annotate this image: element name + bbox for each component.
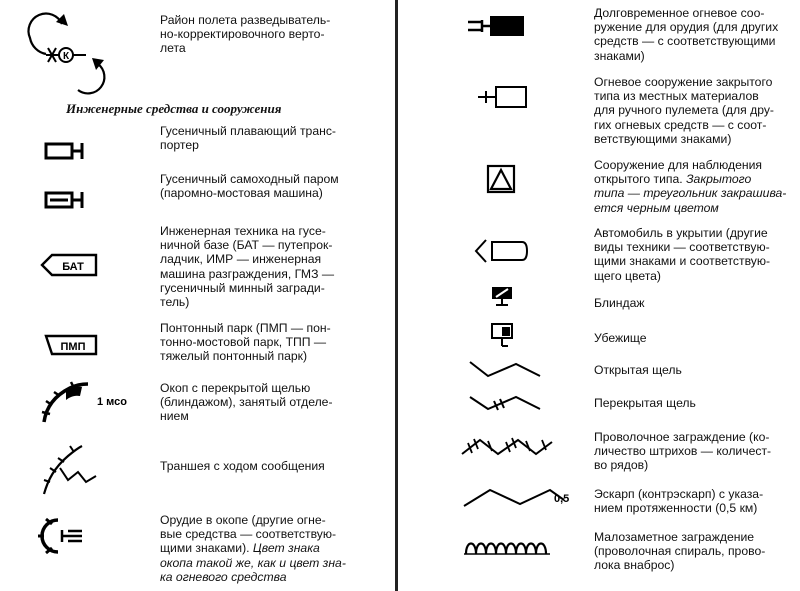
covered-slit-symbol bbox=[466, 391, 546, 413]
page-divider bbox=[395, 0, 398, 591]
open-slit-symbol bbox=[466, 358, 546, 380]
section-heading: Инженерные средства и сооружения bbox=[66, 101, 282, 116]
wire-obstacle-symbol bbox=[460, 432, 556, 460]
helicopter-symbol-letter: К bbox=[62, 51, 70, 62]
self-propelled-ferry-description: Гусеничный самоходный паром (паромно-мостовая машина) bbox=[160, 172, 339, 201]
helicopter-description: Район полета разведыватель- но-корректировочного верто- лета bbox=[160, 13, 331, 56]
blindazh-description: Блиндаж bbox=[594, 296, 645, 310]
car-in-cover-symbol bbox=[472, 236, 532, 266]
low-visibility-obstacle-symbol bbox=[460, 538, 556, 558]
covered-slit-description: Перекрытая щель bbox=[594, 396, 696, 410]
covered-trench-unit-label: 1 мсо bbox=[97, 396, 128, 408]
self-propelled-ferry-symbol bbox=[44, 189, 94, 213]
observation-structure-symbol bbox=[486, 164, 518, 196]
blindazh-symbol bbox=[488, 284, 520, 312]
amphibious-transporter-description: Гусеничный плавающий транс- портер bbox=[160, 124, 336, 153]
wire-obstacle-description: Проволочное заграждение (ко- личество штрихов — количест- во рядов) bbox=[594, 430, 772, 473]
communication-trench-symbol bbox=[38, 442, 108, 498]
shelter-symbol bbox=[488, 321, 520, 353]
low-visibility-obstacle-description: Малозаметное заграждение (проволочная спираль, прово- лока внаброс) bbox=[594, 530, 766, 573]
permanent-fire-structure-symbol bbox=[462, 12, 532, 40]
engineering-vehicle-bat-symbol bbox=[40, 252, 100, 278]
bat-symbol-label: БАТ bbox=[62, 261, 84, 273]
car-in-cover-description: Автомобиль в укрытии (другие виды техники — соответствую- щими знаками и соответствую- щего цвета) bbox=[594, 226, 771, 283]
closed-fire-structure-symbol bbox=[474, 84, 530, 110]
pontoon-park-symbol bbox=[44, 333, 100, 357]
open-slit-description: Открытая щель bbox=[594, 363, 682, 377]
closed-fire-structure-description: Огневое сооружение закрытого типа из местных материалов для ручного пулемета (для дру- гих огневых средств — с соот- ветствующими знаками) bbox=[594, 75, 774, 146]
escarp-symbol bbox=[460, 484, 580, 512]
covered-trench-description: Окоп с перекрытой щелью (блиндажом), занятый отделе- нием bbox=[160, 381, 333, 424]
amphibious-transporter-symbol bbox=[44, 140, 94, 164]
gun-in-pit-description: Орудие в окопе (другие огне- вые средства — соответствую- щими знаками). Цвет знака окопа такой же, как и цвет зна- ка огневого средства bbox=[160, 513, 346, 584]
escarp-length-label: 0,5 bbox=[554, 493, 570, 505]
observation-structure-description: Сооружение для наблюдения открытого типа. Закрытого типа — треугольник закрашива- ется черным цветом bbox=[594, 158, 787, 215]
pmp-symbol-label: ПМП bbox=[60, 341, 86, 353]
permanent-fire-structure-description: Долговременное огневое соо- ружение для орудия (для других средств — с соответствующими знаками) bbox=[594, 6, 779, 63]
covered-trench-symbol bbox=[30, 378, 140, 428]
engineering-vehicle-description: Инженерная техника на гусе- ничной базе (БАТ — путепрок- ладчик, ИМР — инженерная машина разграждения, ГМЗ — гусеничный минный загради- тель) bbox=[160, 224, 335, 310]
pontoon-park-description: Понтонный парк (ПМП — пон- тонно-мостовой парк, ТПП — тяжелый понтонный парк) bbox=[160, 321, 331, 364]
escarp-description: Эскарп (контрэскарп) с указа- нием протяженности (0,5 км) bbox=[594, 487, 764, 516]
communication-trench-description: Траншея с ходом сообщения bbox=[160, 459, 325, 473]
shelter-description: Убежище bbox=[594, 331, 647, 345]
helicopter-area-symbol bbox=[18, 8, 118, 98]
gun-in-pit-symbol bbox=[40, 516, 100, 556]
